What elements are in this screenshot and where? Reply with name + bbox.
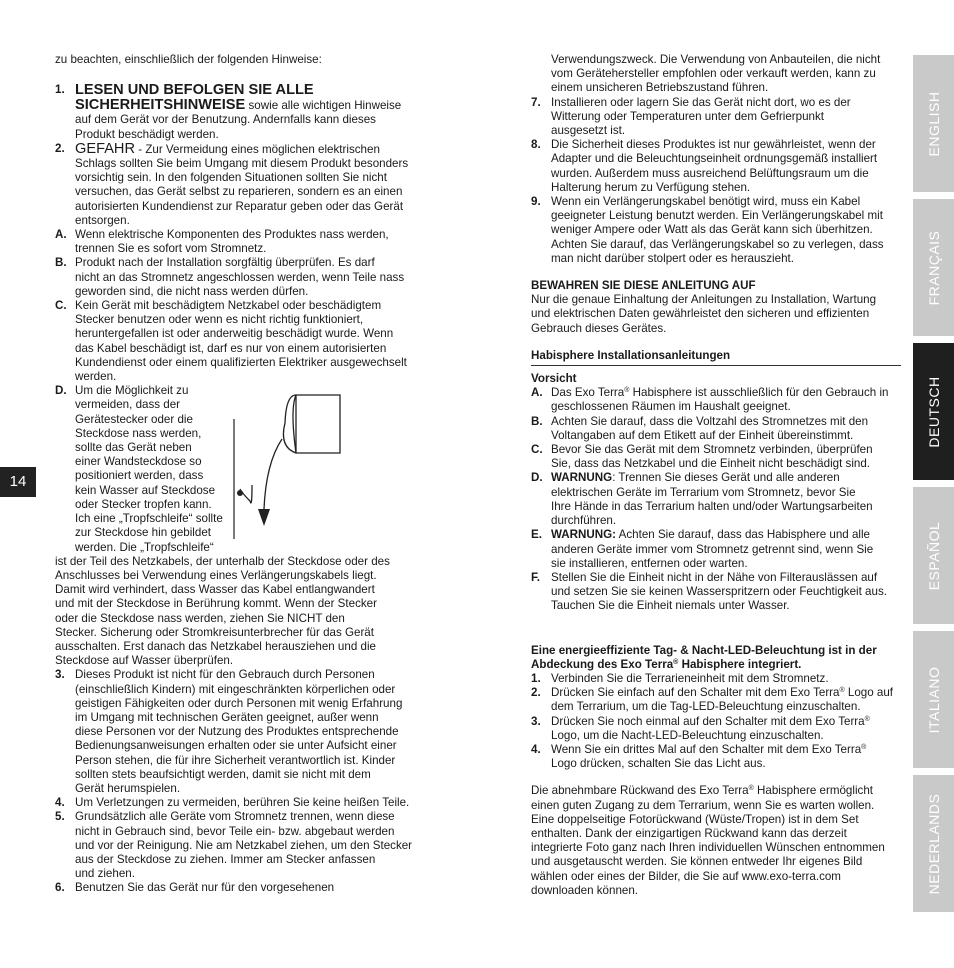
text-line: Stecker benutzen oder wenn es nicht richtig funktioniert, [75, 313, 364, 327]
text-line: Stellen Sie die Einheit nicht in der Nähe von Filterauslässen auf [551, 570, 878, 584]
list-item [531, 528, 901, 571]
text-line: Nur die genaue Einhaltung der Anleitungen zu Installation, Wartung [531, 293, 877, 307]
item-number: 2. [531, 686, 541, 700]
list-item [531, 443, 901, 471]
item-number: 3. [531, 714, 541, 728]
tab-label: ESPAÑOL [925, 521, 942, 590]
text-line: geworden sind, die nicht nass werden dürfen. [75, 284, 309, 298]
page-number: 14 [0, 467, 36, 497]
text-line: Bevor Sie das Gerät mit dem Stromnetz verbinden, überprüfen [551, 443, 873, 457]
text-line: Eine doppelseitige Fotorückwand (Wüste/Tropen) ist in dem Set [531, 812, 859, 826]
item-number: B. [55, 256, 67, 270]
text-line: vermeiden, dass der [75, 398, 181, 412]
registered-mark: ® [864, 715, 870, 723]
text-line: entsorgen. [75, 213, 130, 227]
item-text [551, 96, 901, 139]
text-line: Ihre Hände in das Terrarium halten und/oder Wartungsarbeiten [551, 499, 873, 513]
item-text [551, 686, 901, 714]
continued-text [531, 53, 901, 96]
text-line: Sie, dass das Netzkabel und die Einheit nicht beschädigt sind. [551, 457, 871, 471]
spacer [531, 614, 901, 644]
list-item [55, 810, 423, 881]
text-line: auf dem Gerät vor der Benutzung. Andernfalls kann dieses [75, 113, 376, 127]
item-text [551, 195, 901, 266]
subsection-heading: Vorsicht [531, 372, 577, 386]
text-line: Installieren oder lagern Sie das Gerät nicht dort, wo es der [551, 95, 851, 109]
right-column [531, 53, 901, 898]
tab-nederlands[interactable] [913, 775, 954, 912]
list-item [55, 668, 423, 796]
item-number: E. [531, 528, 542, 542]
text-part: Drücken Sie noch einmal auf den Schalter mit dem Exo Terra [551, 714, 865, 728]
item-number: 5. [55, 810, 65, 824]
text-line: man nicht darüber stolpert oder es herauszieht. [551, 251, 794, 265]
text-line: sollte das Gerät neben [75, 441, 192, 455]
text-line: einer Wandsteckdose so [75, 455, 202, 469]
text-line [551, 686, 901, 700]
text-line: Grundsätzlich alle Geräte vom Stromnetz trennen, wenn diese [75, 810, 395, 824]
item-text [551, 528, 901, 571]
text-line: Wenn ein Verlängerungskabel benötigt wird, muss ein Kabel [551, 195, 861, 209]
tab-label: DEUTSCH [925, 375, 942, 448]
item-text [551, 471, 901, 528]
list-item [55, 299, 423, 384]
list-item [531, 571, 901, 614]
registered-mark: ® [673, 658, 679, 666]
text-line: Produkt beschädigt werden. [75, 127, 219, 141]
item-text [75, 796, 423, 810]
text-line: versuchen, das Gerät selbst zu reparieren, sondern es an einen [75, 185, 403, 199]
text-line: Dieses Produkt ist nicht für den Gebrauch durch Personen [75, 668, 375, 682]
item-text [551, 386, 901, 414]
text-line: Stecker. Sicherung oder Stromkreisunterbrecher für das Gerät [55, 625, 374, 639]
text-line: und ausgetauscht werden. Sie können entweder Ihr eigenes Bild [531, 855, 863, 869]
item-text [75, 810, 423, 881]
text-line: Witterung oder Temperaturen unter dem Gefrierpunkt [551, 109, 825, 123]
text-line: sollten stets beaufsichtigt werden, damit sie nicht mit dem [75, 767, 371, 781]
warning-label: WARNUNG: [551, 528, 617, 542]
list-item [531, 138, 901, 195]
text-part: Habisphere integriert. [678, 657, 802, 671]
list-item [531, 743, 901, 771]
text-line: Eine energieeffiziente Tag- & Nacht-LED-Beleuchtung ist in der [531, 643, 877, 657]
item-number: 1. [55, 83, 65, 97]
language-tabs [913, 55, 954, 915]
item-number: A. [531, 386, 543, 400]
text-line: nicht in Gebrauch sind, bevor Teile ein- bzw. abgebaut werden [75, 824, 395, 838]
text-line: elektrischen Geräte im Terrarium vom Stromnetz, bevor Sie [551, 485, 856, 499]
text-part: Abdeckung des Exo Terra [531, 657, 674, 671]
text-line: diese Personen vor der Nutzung des Produktes entsprechende [75, 725, 399, 739]
text-line: Verwendungszweck. Die Verwendung von Anbauteilen, die nicht [551, 53, 881, 66]
text-line: Voltangaben auf dem Etikett auf der Einheit übereinstimmt. [551, 428, 854, 442]
text-line: Steckdose nass werden, [75, 426, 202, 440]
item-number: C. [55, 299, 67, 313]
text-line: und elektrischen Daten gewährleistet den sicheren und effizienten [531, 307, 870, 321]
text-line: Logo, um die Nacht-LED-Beleuchtung einzuschalten. [551, 728, 824, 742]
tab-español[interactable] [913, 487, 954, 624]
text-line: kein Wasser auf Steckdose [75, 483, 216, 497]
text-line: Steckdose auf Wasser überprüfen. [55, 654, 234, 668]
text-line [551, 528, 901, 542]
text-line: Benutzen Sie das Gerät nur für den vorgesehenen [75, 881, 335, 895]
registered-mark: ® [839, 687, 845, 695]
item-number: B. [531, 414, 543, 428]
item-number: 1. [531, 671, 541, 685]
text-line: Damit wird verhindert, dass Wasser das Kabel entlangwandert [55, 583, 375, 597]
item-number: 4. [55, 796, 65, 810]
tab-italiano[interactable] [913, 631, 954, 768]
text-line: Um die Möglichkeit zu [75, 384, 189, 398]
list-item [55, 881, 423, 895]
text-part: Das Exo Terra [551, 386, 625, 400]
text-line: und setzen Sie sie keinen Wasserspritzern oder Feuchtigkeit aus. [551, 585, 887, 599]
text-line: trennen Sie es sofort vom Stromnetz. [75, 242, 267, 256]
text-line: geeigneter Leistung benutzt werden. Ein Verlängerungskabel mit [551, 209, 883, 223]
text-line [551, 386, 901, 400]
text-line: heruntergefallen ist oder anderweitig beschädigt wurde. Wenn [75, 327, 394, 341]
text-line: wählen oder eines der Bilder, die Sie auf www.exo-terra.com [531, 869, 841, 883]
item-number: 7. [531, 95, 541, 109]
spacer [531, 771, 901, 784]
text-line: Halterung herum zu Verfügung stehen. [551, 180, 751, 194]
registered-mark: ® [624, 387, 630, 395]
text-line: Um Verletzungen zu vermeiden, berühren Sie keine heißen Teile. [75, 796, 410, 810]
text-line: Person stehen, die für ihre Sicherheit verantwortlich ist. Kinder [75, 753, 396, 767]
text-line: sie installieren, entfernen oder warten. [551, 556, 748, 570]
text-line [531, 658, 901, 672]
list-item [531, 471, 901, 528]
text-line: Kundendienst oder einem qualifizierten Elektriker ausgewechselt [75, 355, 407, 369]
item-number: 4. [531, 742, 541, 756]
section-text [531, 293, 901, 336]
text-line: weniger Ampere oder Watt als das Gerät kann sich überhitzen. [551, 223, 873, 237]
danger-heading: GEFAHR [75, 140, 136, 157]
text-line [551, 715, 901, 729]
list-item [531, 386, 901, 414]
text-line: autorisierten Kundendienst zur Reparatur geben oder das Gerät [75, 199, 404, 213]
registered-mark: ® [861, 743, 867, 751]
text-line: Gebrauch dieses Gerätes. [531, 321, 667, 335]
tab-english[interactable] [913, 55, 954, 192]
text-line: Kein Gerät mit beschädigtem Netzkabel oder beschädigtem [75, 299, 382, 313]
item-number: D. [531, 471, 543, 485]
text-line: Adapter und die Beleuchtungseinheit ordnungsgemäß installiert [551, 152, 878, 166]
text-line: oder die Steckdose nass werden, ziehen Sie NICHT den [55, 611, 345, 625]
tab-français[interactable] [913, 199, 954, 336]
list-item [55, 228, 423, 256]
text-line: werden. [75, 370, 117, 384]
intro-text: zu beachten, einschließlich der folgenden Hinweise: [55, 53, 322, 66]
item-text [551, 415, 901, 443]
text-part: Die abnehmbare Rückwand des Exo Terra [531, 784, 749, 798]
text-line [551, 743, 901, 757]
text-line: Produkt nach der Installation sorgfältig überprüfen. Es darf [75, 256, 375, 270]
led-heading [531, 644, 901, 672]
item-number: 9. [531, 195, 541, 209]
text-line: im Umgang mit technischen Geräten geeignet, außer wenn [75, 710, 379, 724]
left-column [55, 53, 423, 896]
text-line: und vor der Reinigung. Nie am Netzkabel ziehen, um den Stecker [75, 838, 413, 852]
item-text [75, 142, 423, 228]
item-text [75, 256, 423, 299]
list-item [55, 256, 423, 299]
tab-label: ENGLISH [925, 91, 942, 156]
text-line: sowie alle wichtigen Hinweise [245, 99, 402, 113]
item-text [551, 138, 901, 195]
tab-label: FRANÇAIS [925, 230, 942, 305]
text-line: geistigen Fähigkeiten oder durch Personen mit wenig Erfahrung [75, 696, 403, 710]
warning-heading: LESEN UND BEFOLGEN SIE ALLE [75, 82, 314, 99]
text-line: ausgesetzt ist. [551, 124, 626, 138]
item-text [551, 743, 901, 771]
list-item [531, 686, 901, 714]
item-text [75, 881, 423, 895]
item-text [75, 228, 423, 256]
text-line: Verbinden Sie die Terrarieneinheit mit dem Stromnetz. [551, 671, 829, 685]
text-line: vom Gerätehersteller empfohlen oder verkauft werden, kann zu [551, 67, 876, 81]
text-line: - Zur Vermeidung eines möglichen elektrischen [135, 142, 380, 156]
list-item [531, 415, 901, 443]
text-line: wurden. Außerdem muss ausreichend Belüftungsraum um die [551, 166, 869, 180]
text-line: dem Terrarium, um die Tag-LED-Beleuchtung einzuschalten. [551, 700, 861, 714]
text-line: nicht an das Stromnetz angeschlossen werden, wenn Teile nass [75, 270, 405, 284]
list-item [531, 195, 901, 266]
tab-label: ITALIANO [925, 666, 942, 733]
text-line: aus der Steckdose zu ziehen. Immer am Stecker anfassen [75, 852, 376, 866]
text-line: zur Steckdose hin gebildet [75, 526, 211, 540]
item-text [75, 83, 423, 142]
text-line: Bedienungsanweisungen erhalten oder sie unter Aufsicht einer [75, 739, 397, 753]
item-text [551, 715, 901, 743]
list-item [55, 142, 423, 228]
text-line: und ziehen. [75, 867, 135, 881]
text-line: das Kabel beschädigt ist, darf es nur von einem autorisierten [75, 341, 387, 355]
text-line: Anschlusses bei Verwendung eines Verlängerungskabels liegt. [55, 568, 377, 582]
list-item [531, 672, 901, 686]
text-line: Gerät herumspielen. [75, 781, 181, 795]
text-line: enthalten. Dank der einzigartigen Rückwand kann das derzeit [531, 826, 847, 840]
item-number: 3. [55, 668, 65, 682]
text-line: einen guten Zugang zu dem Terrarium, wenn Sie es warten wollen. [531, 798, 875, 812]
text-line: positioniert werden, dass [75, 469, 204, 483]
text-part: Drücken Sie einfach auf den Schalter mit dem Exo Terra [551, 686, 840, 700]
list-item [55, 83, 423, 142]
spacer [531, 266, 901, 279]
item-text [551, 571, 901, 614]
text-line: oder Stecker tropfen kann. [75, 497, 212, 511]
text-line: downloaden können. [531, 883, 639, 897]
section-heading: Habisphere Installationsanleitungen [531, 349, 901, 366]
text-line: integrierte Foto ganz nach Ihren individuellen Wünschen entnommen [531, 841, 885, 855]
list-item [531, 96, 901, 139]
text-line: ist der Teil des Netzkabels, der unterhalb der Steckdose oder des [55, 554, 390, 568]
text-line: Schlags sollten Sie beim Umgang mit diesem Produkt besonders [75, 157, 409, 171]
warning-label: WARNUNG [551, 471, 613, 485]
list-item [55, 384, 423, 668]
text-line: Tauchen Sie die Einheit niemals unter Wasser. [551, 599, 790, 613]
item-number: D. [55, 384, 67, 398]
text-line: vorsichtig sein. In den folgenden Situationen sollten Sie nicht [75, 171, 387, 185]
text-line [531, 784, 901, 798]
text-part: Logo auf [844, 686, 894, 700]
text-part: Achten Sie darauf, dass das Habisphere und alle [616, 528, 870, 542]
text-line: Wenn elektrische Komponenten des Produktes nass werden, [75, 228, 389, 242]
text-line: Logo drücken, schalten Sie das Licht aus. [551, 757, 766, 771]
item-text [75, 668, 423, 796]
item-number: C. [531, 443, 543, 457]
item-number: F. [531, 570, 541, 584]
item-text [75, 299, 423, 384]
item-text [551, 672, 901, 686]
text-line: werden. Die „Tropfschleife“ [75, 540, 214, 554]
warning-heading: SICHERHEITSHINWEISE [75, 97, 246, 114]
text-line: Die Sicherheit dieses Produktes ist nur gewährleistet, wenn der [551, 138, 876, 152]
list-item [531, 715, 901, 743]
text-line: durchführen. [551, 514, 617, 528]
backwall-text [531, 784, 901, 898]
text-part: : Trennen Sie dieses Gerät und alle anderen [612, 471, 840, 485]
tab-label: NEDERLANDS [925, 793, 942, 894]
list-item [55, 796, 423, 810]
text-line [551, 471, 901, 485]
item-number: 6. [55, 881, 65, 895]
text-line: Ich eine „Tropfschleife“ sollte [75, 512, 223, 526]
text-part: Habisphere ermöglicht [753, 784, 873, 798]
text-line: und mit der Steckdose in Berührung kommt. Wenn der Stecker [55, 597, 377, 611]
text-line: Gerätestecker oder die [75, 412, 193, 426]
item-text [55, 384, 423, 668]
item-text [551, 443, 901, 471]
tab-deutsch[interactable] [913, 343, 954, 480]
item-number: A. [55, 228, 67, 242]
text-line: einem unsicheren Betriebszustand führen. [551, 81, 769, 95]
item-number: 2. [55, 141, 65, 155]
section-heading: BEWAHREN SIE DIESE ANLEITUNG AUF [531, 279, 756, 293]
text-line: anderen Geräte immer vom Stromnetz getrennt sind, wenn Sie [551, 542, 874, 556]
text-part: Wenn Sie ein drittes Mal auf den Schalter mit dem Exo Terra [551, 742, 862, 756]
text-line: ausschalten. Erst danach das Netzkabel herausziehen und die [55, 639, 376, 653]
text-part: Habisphere ist ausschließlich für den Gebrauch in [629, 386, 889, 400]
text-line: Achten Sie darauf, das Verlängerungskabel so zu verlegen, dass [551, 237, 884, 251]
text-line: Achten Sie darauf, dass die Voltzahl des Stromnetzes mit den [551, 414, 869, 428]
text-line: geschlossenen Räumen im Haushalt geeignet. [551, 400, 791, 414]
item-number: 8. [531, 138, 541, 152]
text-line: (einschließlich Kindern) mit eingeschränkten körperlichen oder [75, 682, 396, 696]
registered-mark: ® [748, 785, 754, 793]
spacer [531, 336, 901, 349]
